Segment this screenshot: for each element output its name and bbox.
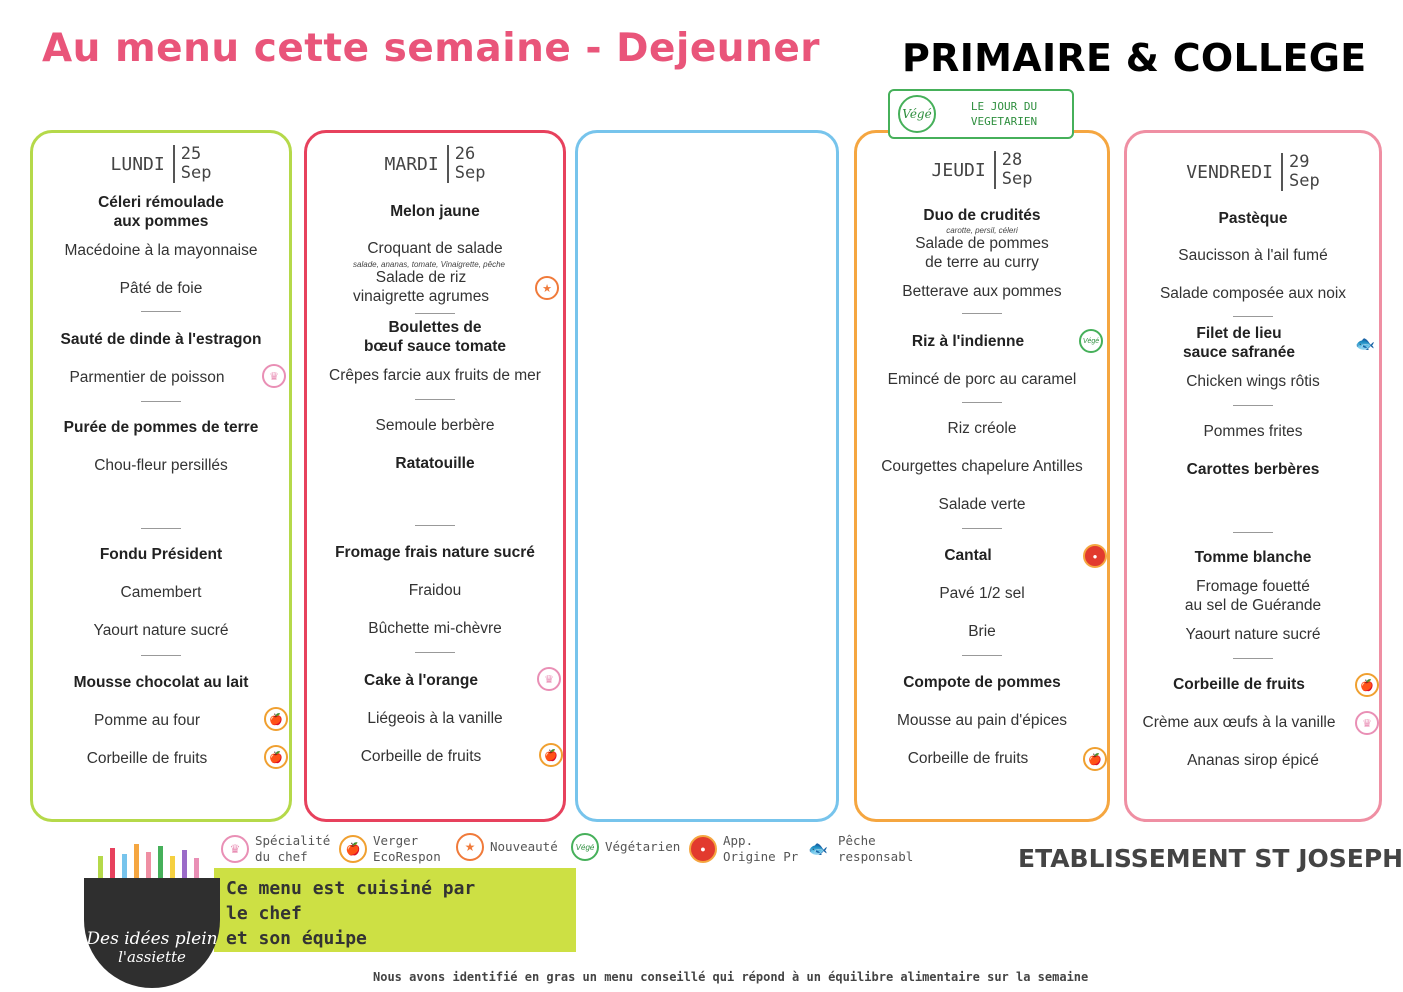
menu-item: Purée de pommes de terre bbox=[63, 419, 259, 436]
day-header bbox=[857, 151, 1107, 189]
menu-item: Melon jaune bbox=[390, 203, 480, 220]
menu-item: Salade verte bbox=[938, 496, 1026, 513]
legend-chef: ♛ Spécialité du chef bbox=[221, 833, 330, 865]
menu-item: Brie bbox=[968, 623, 996, 640]
menu-item: au sel de Guérande bbox=[1184, 597, 1322, 614]
menu-item: Bûchette mi-chèvre bbox=[368, 620, 502, 637]
apple-icon: 🍎 bbox=[1083, 747, 1107, 771]
apple-icon: 🍎 bbox=[539, 743, 563, 767]
menu-item: aux pommes bbox=[113, 213, 209, 230]
menu-item: Fromage fouetté bbox=[1196, 578, 1310, 595]
menu-item: Liégeois à la vanille bbox=[367, 710, 503, 727]
day-card-vendredi bbox=[1124, 130, 1382, 822]
menu-item: Corbeille de fruits bbox=[86, 750, 208, 767]
menu-item: vinaigrette agrumes bbox=[352, 288, 490, 305]
day-name: VENDREDI bbox=[1186, 161, 1273, 183]
menu-item: Crème aux œufs à la vanille bbox=[1142, 714, 1336, 731]
veg-badge-line2: VEGETARIEN bbox=[970, 115, 1038, 128]
chef-banner bbox=[214, 868, 576, 952]
menu-item: Corbeille de fruits bbox=[1173, 676, 1305, 693]
apple-icon: 🍎 bbox=[264, 745, 288, 769]
day-card-lundi bbox=[30, 130, 292, 822]
apple-icon: 🍎 bbox=[264, 707, 288, 731]
menu-item: Yaourt nature sucré bbox=[93, 622, 229, 639]
menu-item: Pastèque bbox=[1218, 210, 1288, 227]
brand-line2: l'assiette bbox=[118, 948, 186, 966]
chef-hat-icon: ♛ bbox=[221, 835, 249, 863]
menu-item: Fondu Président bbox=[99, 546, 223, 563]
menu-item: sauce safranée bbox=[1182, 344, 1296, 361]
chef-hat-icon: ♛ bbox=[537, 667, 561, 691]
brand-logo bbox=[84, 878, 220, 988]
day-name: MARDI bbox=[384, 153, 439, 175]
menu-item: Betterave aux pommes bbox=[902, 283, 1062, 300]
menu-item: Corbeille de fruits bbox=[360, 748, 482, 765]
aop-icon: ● bbox=[1083, 544, 1107, 568]
menu-item: Croquant de salade bbox=[367, 240, 503, 257]
veg-badge-line1: LE JOUR DU bbox=[970, 100, 1038, 113]
menu-item: Compote de pommes bbox=[903, 674, 1061, 691]
fish-icon: 🐟 bbox=[1353, 332, 1377, 356]
menu-title: Au menu cette semaine - Dejeuner bbox=[42, 26, 821, 71]
fish-icon: 🐟 bbox=[804, 835, 832, 863]
legend-vegetarien: Végé Végétarien bbox=[571, 833, 680, 861]
menu-item: Pavé 1/2 sel bbox=[939, 585, 1025, 602]
day-card-jeudi bbox=[854, 130, 1110, 822]
star-icon: ★ bbox=[456, 833, 484, 861]
menu-item: Corbeille de fruits bbox=[907, 750, 1029, 767]
menu-item: Mousse au pain d'épices bbox=[896, 712, 1068, 729]
apple-icon: 🍎 bbox=[1355, 673, 1379, 697]
menu-item: bœuf sauce tomate bbox=[363, 338, 507, 355]
menu-item: Crêpes farcie aux fruits de mer bbox=[329, 367, 541, 384]
menu-item: Riz à l'indienne bbox=[911, 333, 1025, 350]
menu-item: Tomme blanche bbox=[1194, 549, 1312, 566]
menu-item: Cake à l'orange bbox=[364, 672, 478, 689]
chef-hat-icon: ♛ bbox=[262, 364, 286, 388]
menu-item: Courgettes chapelure Antilles bbox=[881, 458, 1083, 475]
menu-item: Carottes berbères bbox=[1186, 461, 1320, 478]
aop-icon: ● bbox=[689, 835, 717, 863]
menu-item-note: salade, ananas, tomate, Vinaigrette, pêche bbox=[353, 260, 505, 269]
menu-item: Mousse chocolat au lait bbox=[73, 674, 249, 691]
menu-item: Ananas sirop épicé bbox=[1187, 752, 1319, 769]
vegetarian-day-badge bbox=[888, 89, 1074, 139]
legend-nouveaute: ★ Nouveauté bbox=[456, 833, 558, 861]
menu-item: Salade de pommes bbox=[915, 235, 1049, 252]
menu-item: Pomme au four bbox=[94, 712, 200, 729]
menu-item: Fromage frais nature sucré bbox=[335, 544, 535, 561]
day-name: LUNDI bbox=[110, 153, 165, 175]
menu-item: Saucisson à l'ail fumé bbox=[1178, 247, 1328, 264]
day-date: 28 Sep bbox=[994, 151, 1033, 189]
day-card-mardi bbox=[304, 130, 566, 822]
establishment-name: ETABLISSEMENT ST JOSEPH bbox=[1018, 844, 1403, 873]
menu-item: Camembert bbox=[120, 584, 202, 601]
menu-item: Macédoine à la mayonnaise bbox=[64, 242, 258, 259]
day-name: JEUDI bbox=[931, 159, 986, 181]
menu-item: Riz créole bbox=[947, 420, 1017, 437]
day-card-empty bbox=[575, 130, 839, 822]
menu-item-note: carotte, persil, céleri bbox=[946, 226, 1018, 235]
footnote: Nous avons identifié en gras un menu conseillé qui répond à un équilibre alimentaire sur la semaine bbox=[373, 970, 1089, 984]
legend-verger: 🍎 Verger EcoRespon bbox=[339, 833, 441, 865]
day-header bbox=[33, 145, 289, 183]
chef-line: Ce menu est cuisiné par bbox=[226, 878, 476, 899]
menu-item: Duo de crudités bbox=[923, 207, 1041, 224]
chef-line: le chef bbox=[226, 903, 302, 924]
day-date: 25 Sep bbox=[173, 145, 212, 183]
day-date: 29 Sep bbox=[1281, 153, 1320, 191]
menu-item: Filet de lieu bbox=[1196, 325, 1282, 342]
menu-item: Fraidou bbox=[408, 582, 462, 599]
vege-icon: Végé bbox=[571, 833, 599, 861]
day-header bbox=[1127, 153, 1379, 191]
menu-item: Céleri rémoulade bbox=[98, 194, 224, 211]
vege-logo-icon: Végé bbox=[898, 95, 936, 133]
menu-item: Parmentier de poisson bbox=[69, 369, 225, 386]
menu-item: Boulettes de bbox=[388, 319, 482, 336]
legend-peche: 🐟 Pêche responsabl bbox=[804, 833, 913, 865]
legend-aop: ● App. Origine Pr bbox=[689, 833, 798, 865]
menu-item: Yaourt nature sucré bbox=[1185, 626, 1321, 643]
brand-line1: Des idées plein bbox=[86, 929, 218, 949]
school-name: PRIMAIRE & COLLEGE bbox=[902, 36, 1367, 80]
menu-item: Salade de riz bbox=[375, 269, 467, 286]
menu-item: Emincé de porc au caramel bbox=[887, 371, 1077, 388]
menu-item: Chou-fleur persillés bbox=[94, 457, 228, 474]
apple-icon: 🍎 bbox=[339, 835, 367, 863]
menu-item: Ratatouille bbox=[395, 455, 475, 472]
star-icon: ★ bbox=[535, 276, 559, 300]
day-header bbox=[307, 145, 563, 183]
menu-item: Cantal bbox=[944, 547, 992, 564]
day-date: 26 Sep bbox=[447, 145, 486, 183]
menu-item: Sauté de dinde à l'estragon bbox=[60, 331, 262, 348]
chef-hat-icon: ♛ bbox=[1355, 711, 1379, 735]
menu-item: Pommes frites bbox=[1203, 423, 1303, 440]
utensils-logo-icon bbox=[90, 842, 218, 882]
menu-item: Salade composée aux noix bbox=[1159, 285, 1347, 302]
menu-item: de terre au curry bbox=[925, 254, 1039, 271]
chef-line: et son équipe bbox=[226, 928, 367, 949]
menu-item: Chicken wings rôtis bbox=[1186, 373, 1320, 390]
vege-icon: Végé bbox=[1079, 329, 1103, 353]
menu-item: Pâté de foie bbox=[119, 280, 203, 297]
menu-item: Semoule berbère bbox=[375, 417, 495, 434]
